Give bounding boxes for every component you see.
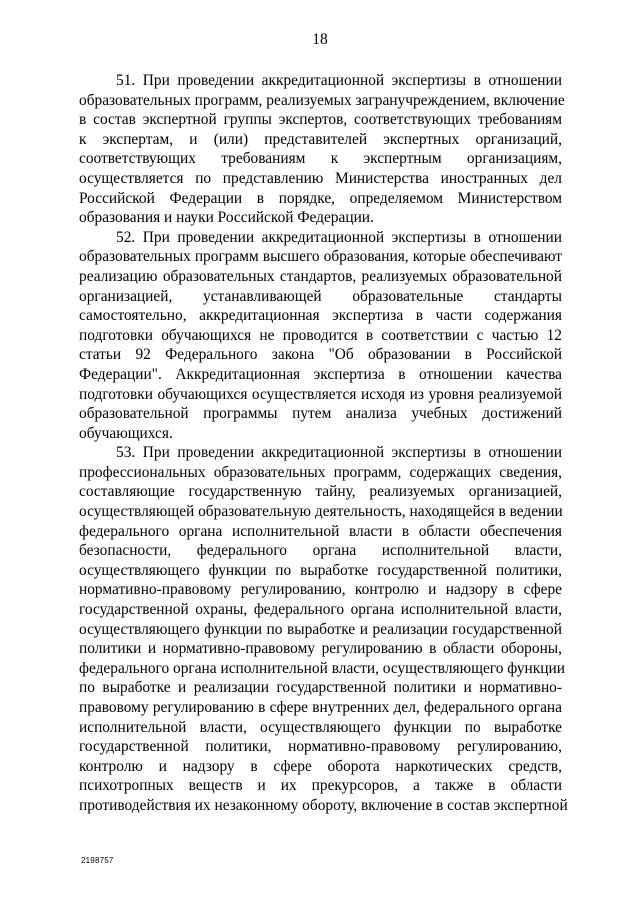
text-line: психотропных веществ и их прекурсоров, а также в области bbox=[79, 777, 562, 795]
paragraph-53 bbox=[79, 443, 568, 815]
text-line: образовательных программ, реализуемых загранучреждением, включение bbox=[79, 91, 565, 109]
text-line: соответствующих требованиям к экспертным организациям, bbox=[79, 150, 562, 168]
text-line: в состав экспертной группы экспертов, соответствующих требованиям bbox=[79, 111, 562, 129]
text-line: федерального органа исполнительной власти в области обеспечения bbox=[79, 522, 562, 540]
text-line: правовому регулированию в сфере внутренних дел, федерального органа bbox=[79, 699, 562, 716]
text-line: по выработке и реализации государственной политики и нормативно- bbox=[79, 679, 562, 697]
document-id: 2198757 bbox=[81, 856, 114, 865]
text-line: обучающихся. bbox=[79, 424, 173, 442]
text-line: осуществляющей образовательную деятельность, находящейся в ведении bbox=[79, 503, 563, 521]
text-line: федерального органа исполнительной власти, осуществляющего функции bbox=[79, 659, 565, 677]
text-line: самостоятельно, аккредитационная экспертиза в части содержания bbox=[79, 307, 562, 325]
paragraph-51 bbox=[79, 71, 565, 228]
text-line: контролю и надзору в сфере оборота наркотических средств, bbox=[79, 757, 562, 775]
text-line: составляющие государственную тайну, реализуемых организацией, bbox=[79, 483, 562, 501]
text-line: государственной охраны, федерального органа исполнительной власти, bbox=[79, 601, 562, 619]
text-line: образования и науки Российской Федерации. bbox=[79, 209, 374, 227]
text-line: осуществляется по представлению Министерства иностранных дел bbox=[79, 169, 562, 187]
text-line: Российской Федерации в порядке, определяемом Министерством bbox=[79, 189, 562, 207]
text-line: 53. При проведении аккредитационной экспертизы в отношении bbox=[116, 444, 562, 462]
document-body bbox=[79, 71, 568, 816]
text-line: осуществляющего функции по выработке и реализации государственной bbox=[79, 620, 562, 638]
text-line: профессиональных образовательных программ, содержащих сведения, bbox=[79, 463, 562, 481]
text-line: организацией, устанавливающей образовательные стандарты bbox=[79, 287, 562, 305]
text-line: политики и нормативно-правовому регулированию в области обороны, bbox=[79, 640, 562, 658]
text-line: образовательной программы путем анализа учебных достижений bbox=[79, 405, 562, 423]
text-line: осуществляющего функции по выработке государственной политики, bbox=[79, 561, 562, 579]
text-line: Федерации". Аккредитационная экспертиза в отношении качества bbox=[79, 365, 562, 383]
text-line: 52. При проведении аккредитационной экспертизы в отношении bbox=[116, 228, 562, 246]
text-line: нормативно-правовому регулированию, контролю и надзору в сфере bbox=[79, 581, 562, 599]
text-line: статьи 92 Федерального закона "Об образовании в Российской bbox=[79, 346, 562, 364]
paragraph-52 bbox=[79, 228, 562, 444]
text-line: подготовки обучающихся осуществляется исходя из уровня реализуемой bbox=[79, 385, 562, 403]
text-line: государственной политики, нормативно-правовому регулированию, bbox=[79, 738, 562, 756]
text-line: исполнительной власти, осуществляющего функции по выработке bbox=[79, 718, 562, 736]
text-line: 51. При проведении аккредитационной экспертизы в отношении bbox=[116, 72, 562, 89]
text-line: подготовки обучающихся не проводится в соответствии с частью 12 bbox=[79, 326, 562, 344]
text-line: к экспертам, и (или) представителей экспертных организаций, bbox=[79, 130, 562, 148]
text-line: образовательных программ высшего образования, которые обеспечивают bbox=[79, 248, 562, 266]
text-line: безопасности, федерального органа исполнительной власти, bbox=[79, 542, 562, 560]
text-line: реализацию образовательных стандартов, реализуемых образовательной bbox=[79, 267, 562, 285]
text-line: противодействия их незаконному обороту, включение в состав экспертной bbox=[79, 796, 568, 814]
page-number: 18 bbox=[312, 31, 328, 48]
